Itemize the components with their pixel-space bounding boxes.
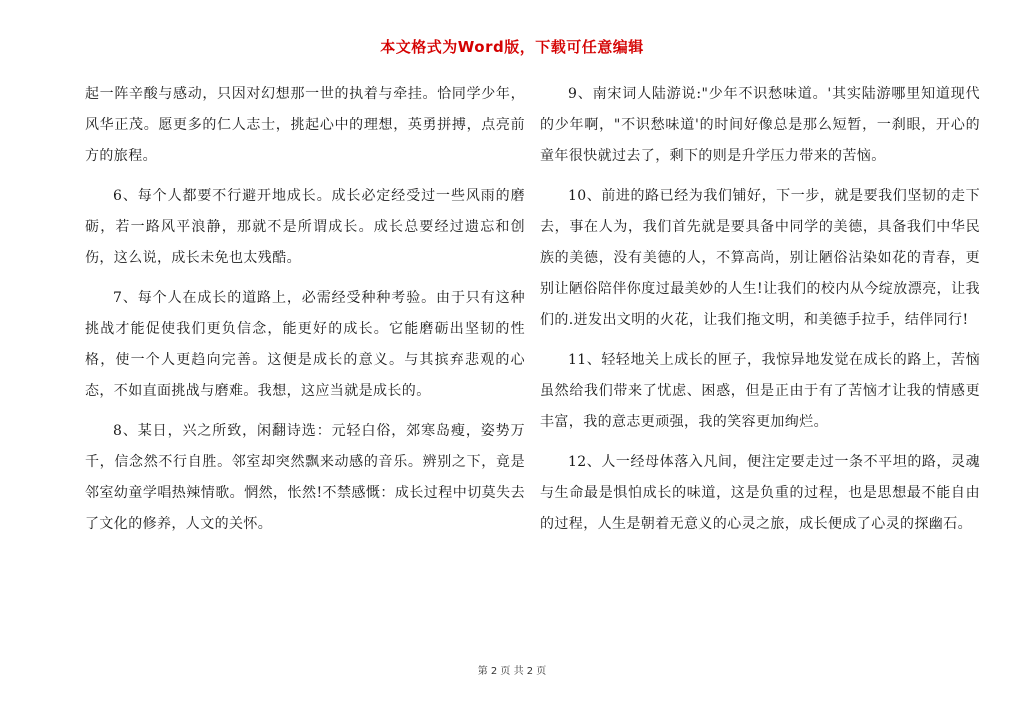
left-text-column xyxy=(85,79,525,540)
paragraph-continued: 起一阵辛酸与感动，只因对幻想那一世的执着与牵挂。恰同学少年，风华正茂。愿更多的仁人志士，挑起心中的理想，英勇拼搏，点亮前方的旅程。 xyxy=(85,86,525,164)
paragraph-8: 8、某日，兴之所致，闲翻诗选：元轻白俗，郊寒岛瘦，姿势万千，信念然不行自胜。邻室却突然飘来动感的音乐。辨别之下，竟是邻室幼童学唱热辣情歌。惘然，怅然!不禁感慨：成长过程中切莫失去了文化的修养，人文的关怀。 xyxy=(85,423,525,532)
paragraph-12: 12、人一经母体落入凡间，便注定要走过一条不平坦的路，灵魂与生命最是惧怕成长的味道，这是负重的过程，也是思想最不能自由的过程，人生是朝着无意义的心灵之旅，成长便成了心灵的探幽石。 xyxy=(540,454,980,532)
paragraph-11: 11、轻轻地关上成长的匣子，我惊异地发觉在成长的路上，苦恼虽然给我们带来了忧虑、困惑，但是正由于有了苦恼才让我的情感更丰富，我的意志更顽强，我的笑容更加绚烂。 xyxy=(540,352,980,430)
right-text-column xyxy=(540,79,980,540)
paragraph-9: 9、南宋词人陆游说:"少年不识愁味道。'其实陆游哪里知道现代的少年啊，"不识愁味道'的时间好像总是那么短暂，一刹眼，开心的童年很快就过去了，剩下的则是升学压力带来的苦恼。 xyxy=(540,86,980,164)
page-number-footer: 第 2 页 共 2 页 xyxy=(477,666,547,677)
paragraph-6: 6、每个人都要不行避开地成长。成长必定经受过一些风雨的磨砺，若一路风平浪静，那就不是所谓成长。成长总要经过遗忘和创伤，这么说，成长未免也太残酷。 xyxy=(85,188,525,266)
paragraph-10: 10、前进的路已经为我们铺好，下一步，就是要我们坚韧的走下去，事在人为，我们首先就是要具备中同学的美德，具备我们中华民族的美德，没有美德的人，不算高尚，别让陋俗沾染如花的青春，更别让陋俗陪伴你度过最美妙的人生!让我们的校内从今绽放漂亮，让我们的.迸发出文明的火花，让我们拖文明，和美德手拉手，结伴同行! xyxy=(540,188,980,328)
document-header-title: 本文格式为Word版，下载可任意编辑 xyxy=(380,38,644,56)
paragraph-7: 7、每个人在成长的道路上，必需经受种种考验。由于只有这种挑战才能促使我们更负信念，能更好的成长。它能磨砺出坚韧的性格，使一个人更趋向完善。这便是成长的意义。与其摈弃悲观的心态，不如直面挑战与磨难。我想，这应当就是成长的。 xyxy=(85,290,525,399)
